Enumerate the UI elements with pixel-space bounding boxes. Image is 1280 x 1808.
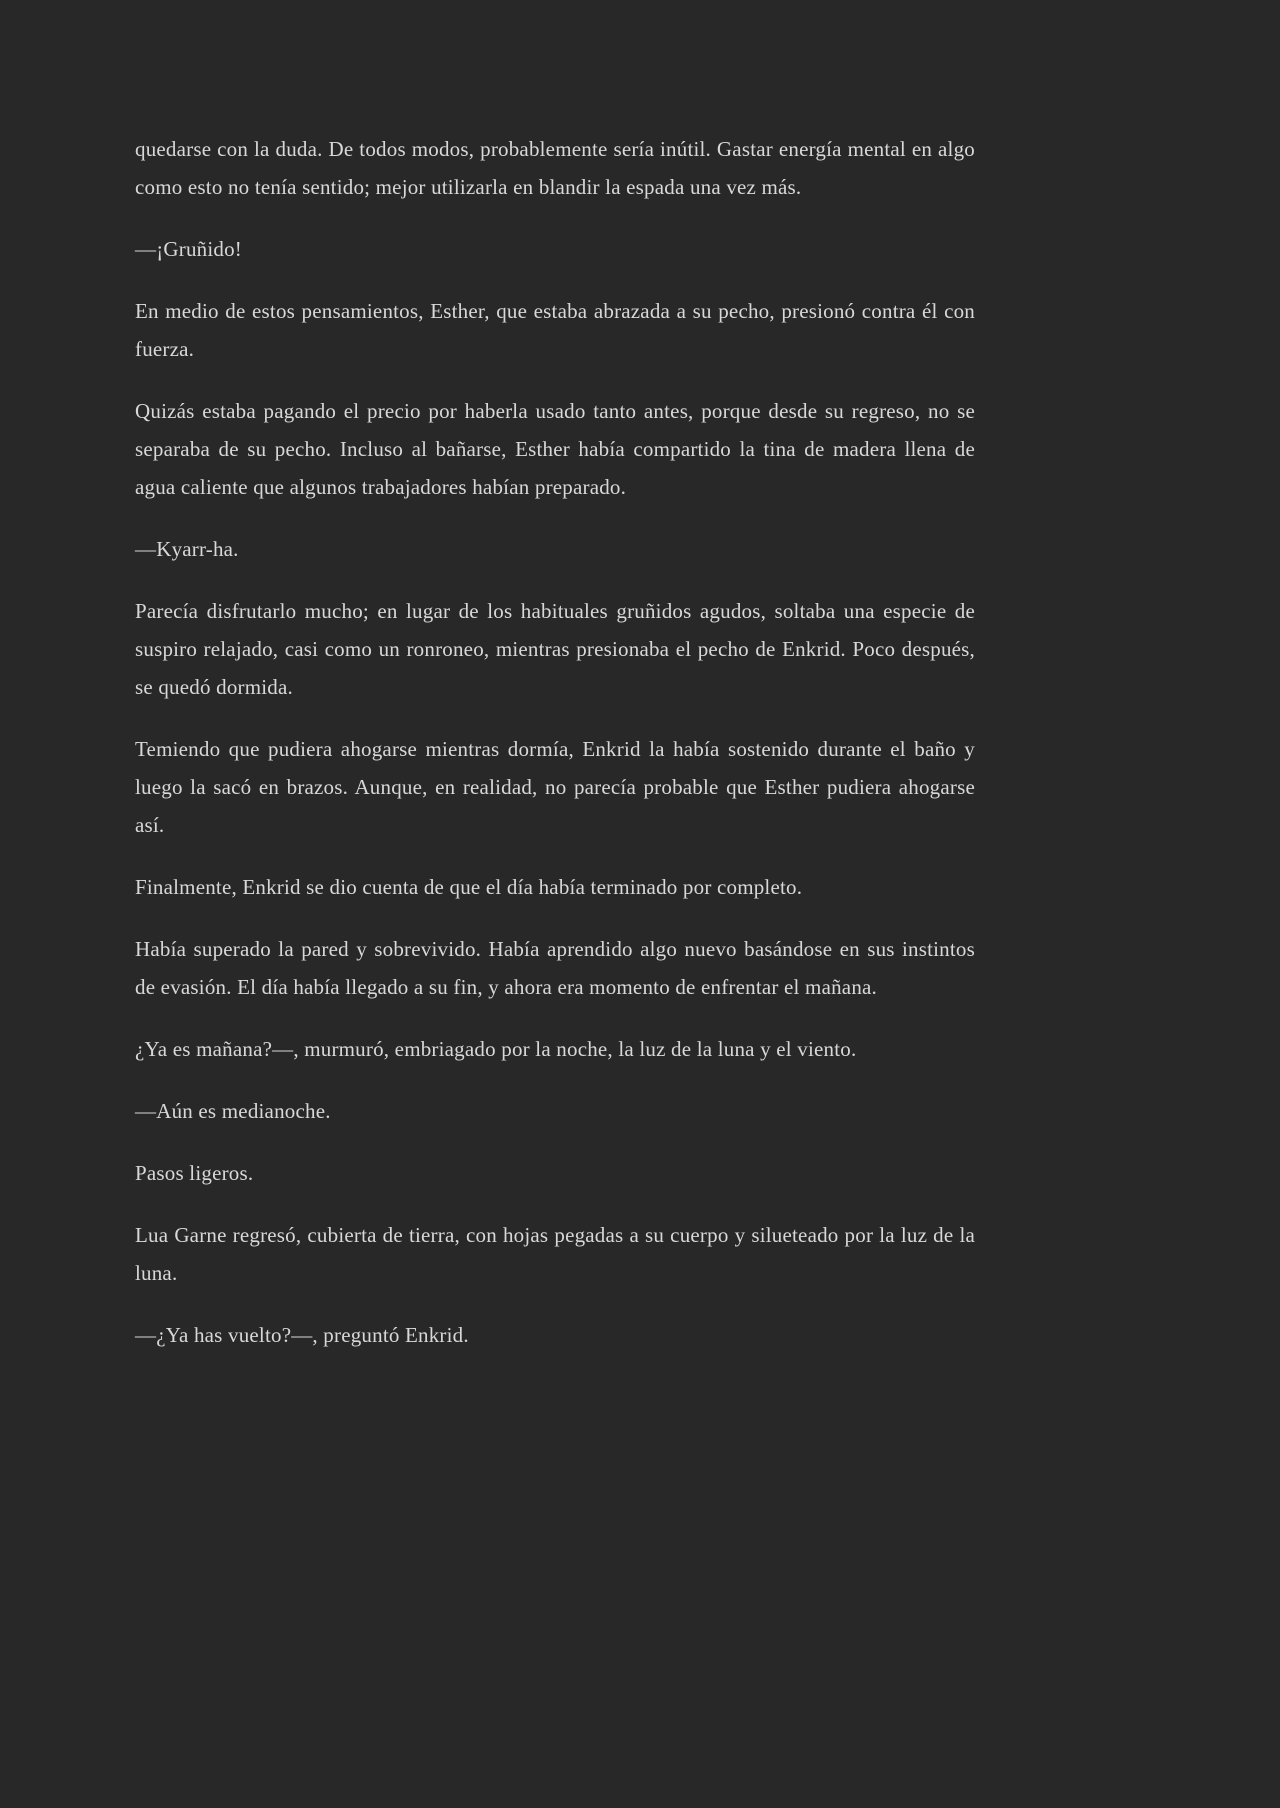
paragraph: Había superado la pared y sobrevivido. Había aprendido algo nuevo basándose en sus instintos de evasión. El día había llegado a su fin, y ahora era momento de enfrentar el mañana. — [135, 937, 975, 999]
paragraph: ¿Ya es mañana?—, murmuró, embriagado por la noche, la luz de la luna y el viento. — [135, 1037, 857, 1061]
paragraph: Lua Garne regresó, cubierta de tierra, con hojas pegadas a su cuerpo y silueteado por la luz de la luna. — [135, 1223, 975, 1285]
paragraph: Temiendo que pudiera ahogarse mientras dormía, Enkrid la había sostenido durante el baño y luego la sacó en brazos. Aunque, en realidad, no parecía probable que Esther pudiera ahogarse así. — [135, 737, 975, 837]
paragraph: Pasos ligeros. — [135, 1161, 254, 1185]
paragraph: —¿Ya has vuelto?—, preguntó Enkrid. — [135, 1323, 469, 1347]
paragraph: —¡Gruñido! — [135, 237, 242, 261]
paragraph: —Kyarr-ha. — [135, 537, 239, 561]
paragraph: quedarse con la duda. De todos modos, probablemente sería inútil. Gastar energía mental en algo como esto no tenía sentido; mejor utilizarla en blandir la espada una vez más. — [135, 137, 975, 199]
paragraph: —Aún es medianoche. — [135, 1099, 331, 1123]
paragraph: Finalmente, Enkrid se dio cuenta de que el día había terminado por completo. — [135, 875, 803, 899]
paragraph: Quizás estaba pagando el precio por haberla usado tanto antes, porque desde su regreso, no se separaba de su pecho. Incluso al bañarse, Esther había compartido la tina de madera llena de agua caliente que algunos trabajadores habían preparado. — [135, 399, 975, 499]
paragraph: Parecía disfrutarlo mucho; en lugar de los habituales gruñidos agudos, soltaba una especie de suspiro relajado, casi como un ronroneo, mientras presionaba el pecho de Enkrid. Poco después, se quedó dormida. — [135, 599, 975, 699]
text-content — [135, 130, 975, 1354]
paragraph: En medio de estos pensamientos, Esther, que estaba abrazada a su pecho, presionó contra él con fuerza. — [135, 299, 975, 361]
